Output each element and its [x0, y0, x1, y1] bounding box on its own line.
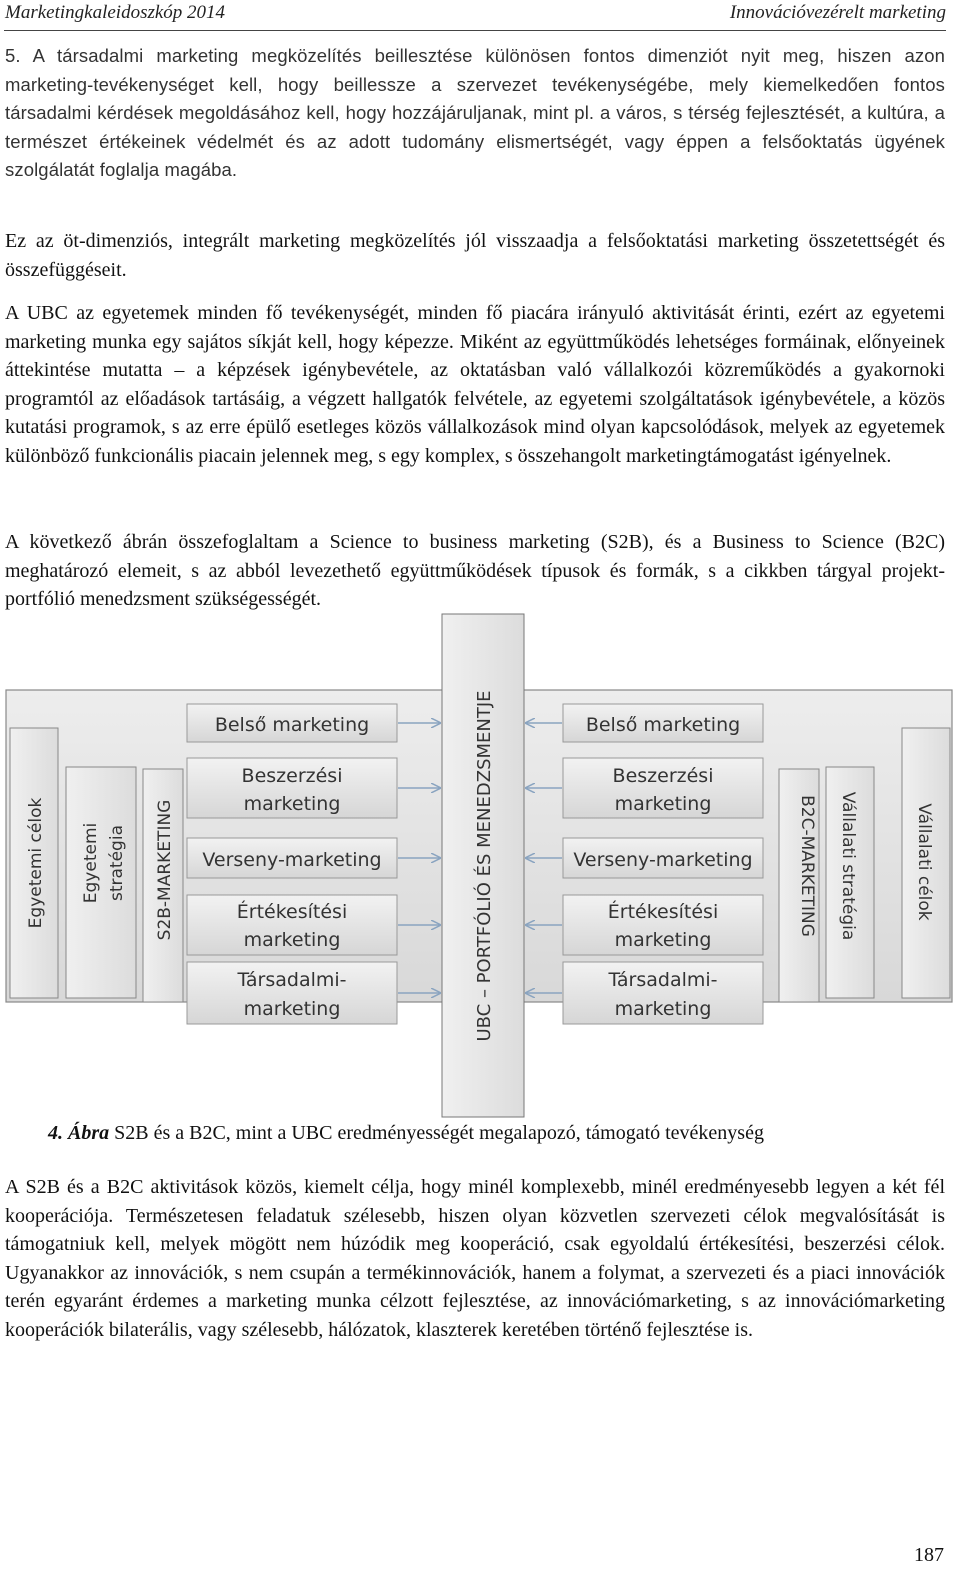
header-right: Innovációvezérelt marketing — [729, 2, 946, 23]
left-box-1-text1: Beszerzési — [241, 765, 343, 787]
center-ubc-label: UBC – PORTFÓLIÓ ÉS MENEDZSMENTJE — [474, 690, 495, 1042]
right-box-4-text2: marketing — [614, 998, 712, 1020]
paragraph-5: A S2B és a B2C aktivitások közös, kiemelt célja, hogy minél komplexebb, minél eredményesebb legyen a két fél kooperációja. Természetesen feladatuk szélesebb, hiszen olyan közvetlen szervezeti célok megvalósítását is támogatniuk kell, melyek mögött nem húzódik meg kooperáció, csak egyoldalú értékesítési, beszerzési célok. Ugyanakkor az innovációk, s nem csupán a termékinnovációk, hanem a folymat, a szervezeti és a piaci innovációk terén egyaránt érdemes a marketing munka célzott fejlesztése, az innovációmarketing, s az innovációmarketing kooperációk bilaterális, vagy szélesebb, hálózatok, klaszterek keretében történő fejlesztése is. — [5, 1176, 945, 1341]
left-box-3-text2: marketing — [243, 929, 341, 951]
right-box-3-text1: Értékesítési — [607, 901, 719, 923]
left-s2b-label: S2B-MARKETING — [155, 799, 175, 941]
right-box-0-text: Belső marketing — [585, 714, 741, 736]
right-box-2-text: Verseny-marketing — [573, 849, 753, 871]
paragraph-2: Ez az öt-dimenziós, integrált marketing megközelítés jól visszaadja a felsőoktatási marketing összetettségét és összefüggéseit. — [5, 230, 945, 281]
left-box-0-text: Belső marketing — [214, 714, 370, 736]
right-box-1-text2: marketing — [614, 793, 712, 815]
figure-caption — [48, 1122, 948, 1145]
right-box-1-text1: Beszerzési — [612, 765, 714, 787]
left-box-4-text2: marketing — [243, 998, 341, 1020]
right-b2c-label: B2C-MARKETING — [797, 795, 817, 937]
paragraph-1: 5. A társadalmi marketing megközelítés beillesztése különösen fontos dimenziót nyit meg, hiszen azon marketing-tevékenységet kell, hogy beillessze a szervezet tevékenységébe, mely kiemelkedően fontos társadalmi kérdések megoldásához kell, hogy hozzájáruljanak, mint pl. a város, s térség fejlesztését, a kultúra, a természet értékeinek védelmét és az adott tudomány elismertségét, vagy éppen a felsőoktatás ügyének szolgálatát foglalja magába. — [5, 45, 945, 181]
left-goal-label: Egyetemi célok — [26, 797, 46, 929]
header-left: Marketingkaleidoszkóp 2014 — [5, 2, 226, 23]
page-number: 187 — [914, 1544, 944, 1566]
right-box-4-text1: Társadalmi- — [608, 969, 718, 991]
figure-caption-text: S2B és a B2C, mint a UBC eredményességét megalapozó, támogató tevékenység — [109, 1122, 764, 1144]
paragraph-4: A következő ábrán összefoglaltam a Science to business marketing (S2B), és a Business to Science (B2C) meghatározó elemeit, s az abból levezethető együttműködések típusok és formák, s a cikkben tárgyal projekt-portfólió menedzsment szükségességét. — [5, 531, 945, 611]
s2b-b2c-diagram — [0, 612, 960, 1124]
right-strategy-label: Vállalati stratégia — [838, 791, 858, 941]
paragraph-3: A UBC az egyetemek minden fő tevékenységét, minden fő piacára irányuló aktivitását érinti, ezért az egyetemi marketing munka egy sajátos síkját kell, hogy képezze. Miként az együttműködés lehetséges formáinak, előnyeinek áttekintése mutatta – a képzések igénybevétele, az oktatásban való vállalkozói közreműködés a gyakornoki programtól az előadások tartásáig, a végzett hallgatók felvétele, az egyetemi szolgáltatások igénybevétele, a közös kutatási programok, s az erre épülő esetleges közös vállalkozások mind olyan kapcsolódások, melyek az egyetemek különböző funkcionális piacain jelennek meg, s egy komplex, s összehangolt marketingtámogatást igényelnek. — [5, 302, 945, 467]
left-box-3-text1: Értékesítési — [236, 901, 348, 923]
left-box-4-text1: Társadalmi- — [237, 969, 347, 991]
figure-label: 4. Ábra — [48, 1122, 110, 1144]
right-goal-label: Vállalati célok — [914, 803, 934, 921]
left-box-2-text: Verseny-marketing — [202, 849, 382, 871]
header-rule — [4, 30, 946, 31]
left-strategy-line1: Egyetemi — [81, 822, 101, 904]
left-box-1-text2: marketing — [243, 793, 341, 815]
right-box-3-text2: marketing — [614, 929, 712, 951]
left-strategy-line2: stratégia — [107, 825, 127, 901]
